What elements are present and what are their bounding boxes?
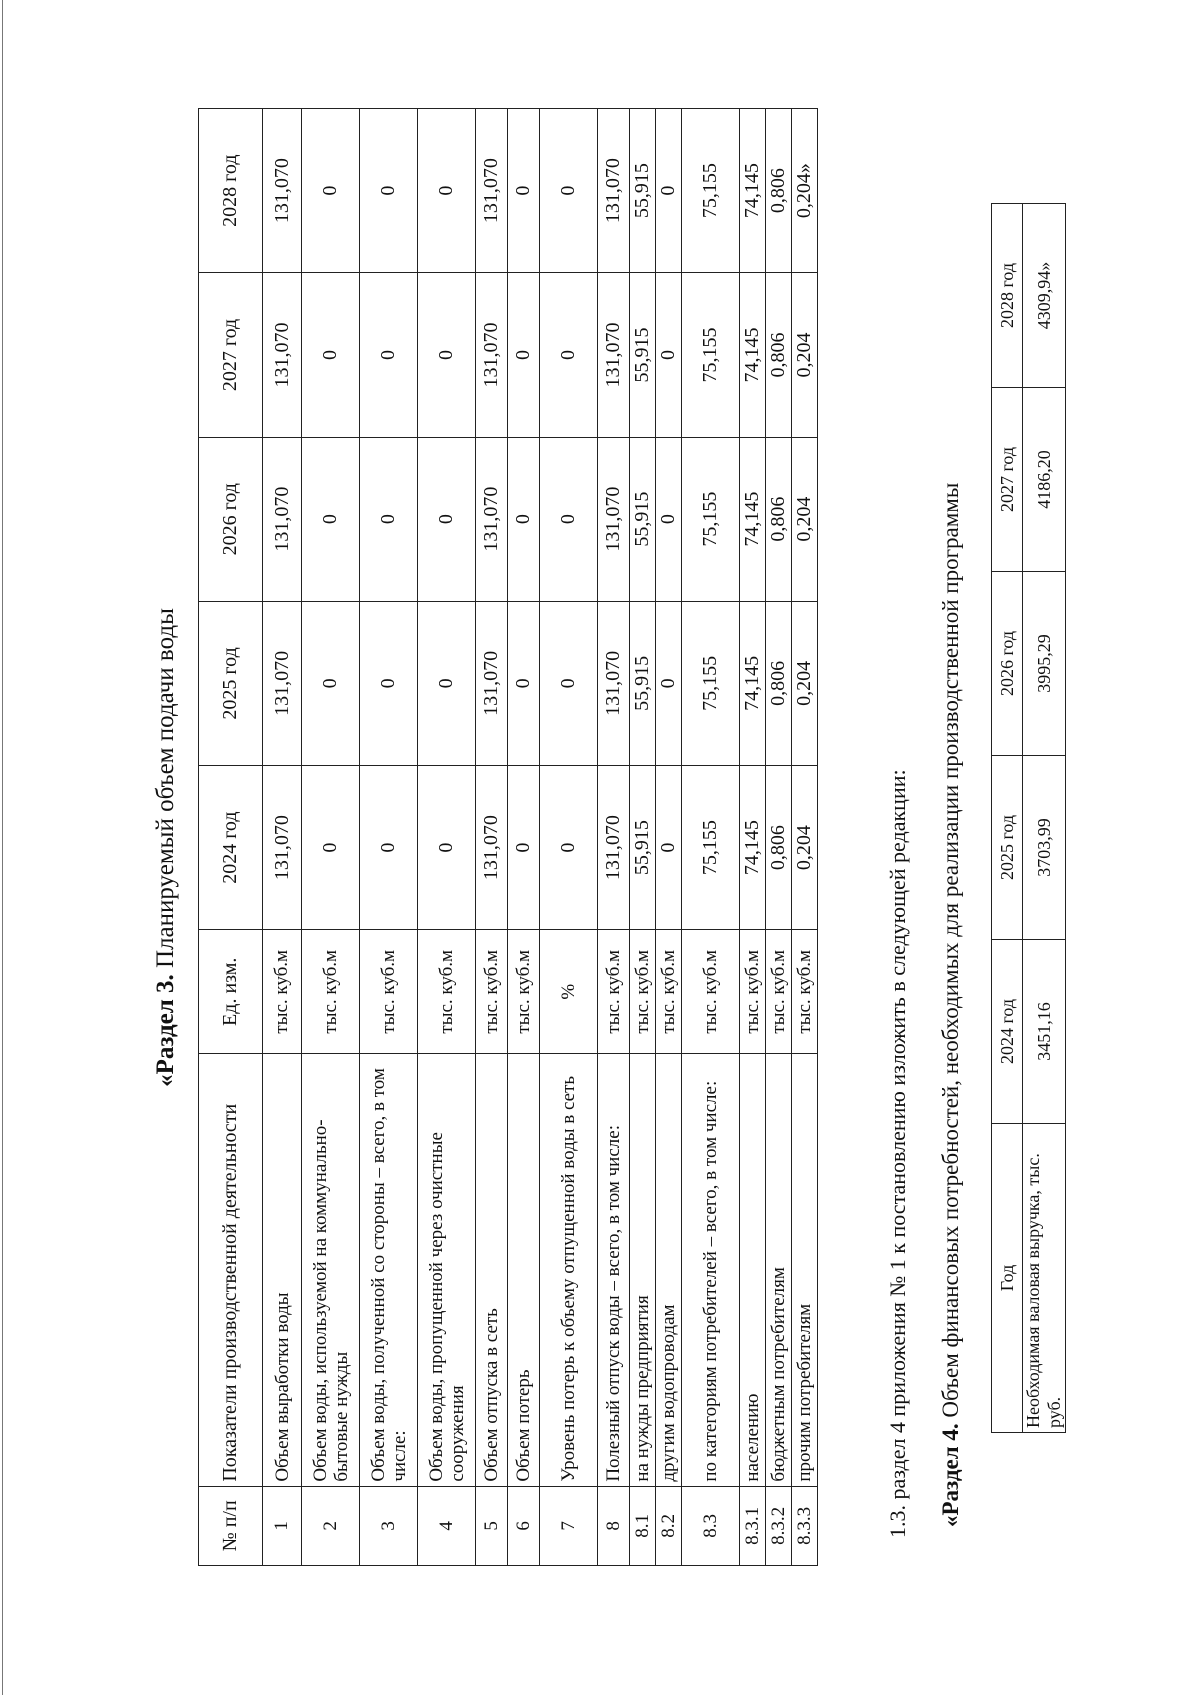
header-year-2027: 2027 год — [199, 273, 263, 437]
row-value-2028: 0 — [302, 109, 360, 273]
row-value-2025: 0 — [508, 601, 540, 765]
header-unit: Ед. изм. — [199, 930, 263, 1054]
row-value-2025: 75,155 — [682, 601, 740, 765]
row-value-2024: 0 — [360, 766, 418, 930]
row-value-2024: 75,155 — [682, 766, 740, 930]
row-value-2024: 0,204 — [792, 766, 818, 930]
row-value-2026: 0 — [508, 437, 540, 601]
header-year-2025: 2025 год — [992, 756, 1023, 940]
row-number: 8.3.1 — [740, 1486, 766, 1565]
table-row — [656, 109, 682, 1566]
revenue-2025: 3703,99 — [1023, 756, 1066, 940]
row-value-2028: 0 — [656, 109, 682, 273]
row-unit: тыс. куб.м — [476, 930, 508, 1054]
row-indicator: Полезный отпуск воды – всего, в том числе: — [598, 1054, 630, 1486]
section4-title-prefix: «Раздел 4. — [938, 1423, 963, 1527]
header-year-2028: 2028 год — [199, 109, 263, 273]
row-number: 5 — [476, 1486, 508, 1565]
row-indicator: бюджетным потребителям — [766, 1054, 792, 1486]
row-value-2026: 74,145 — [740, 437, 766, 601]
row-value-2025: 0 — [360, 601, 418, 765]
header-year-2028: 2028 год — [992, 204, 1023, 388]
row-value-2028: 131,070 — [598, 109, 630, 273]
row-value-2024: 0 — [508, 766, 540, 930]
row-value-2024: 0 — [302, 766, 360, 930]
header-year-label: Год — [992, 1124, 1023, 1433]
row-value-2026: 0 — [418, 437, 476, 601]
row-value-2027: 131,070 — [598, 273, 630, 437]
header-year-2024: 2024 год — [199, 766, 263, 930]
row-number: 8 — [598, 1486, 630, 1565]
water-supply-table-body — [263, 109, 818, 1566]
row-value-2024: 0 — [656, 766, 682, 930]
row-value-2026: 131,070 — [598, 437, 630, 601]
row-number: 8.1 — [630, 1486, 656, 1565]
row-value-2024: 131,070 — [476, 766, 508, 930]
row-value-2027: 0 — [656, 273, 682, 437]
header-year-2025: 2025 год — [199, 601, 263, 765]
row-number: 6 — [508, 1486, 540, 1565]
row-value-2024: 0 — [540, 766, 598, 930]
row-number: 4 — [418, 1486, 476, 1565]
row-value-2025: 74,145 — [740, 601, 766, 765]
table-row — [508, 109, 540, 1566]
revenue-2026: 3995,29 — [1023, 572, 1066, 756]
row-value-2028: 0 — [360, 109, 418, 273]
header-year-2027: 2027 год — [992, 388, 1023, 572]
row-indicator: другим водопроводам — [656, 1054, 682, 1486]
row-value-2026: 0 — [656, 437, 682, 601]
row-indicator: Объем отпуска в сеть — [476, 1054, 508, 1486]
table-row — [360, 109, 418, 1566]
revenue-2028: 4309,94» — [1023, 204, 1066, 388]
row-value-2028: 0,806 — [766, 109, 792, 273]
row-value-2028: 0,204» — [792, 109, 818, 273]
row-number: 7 — [540, 1486, 598, 1565]
row-value-2027: 74,145 — [740, 273, 766, 437]
table-row — [682, 109, 740, 1566]
row-value-2028: 0 — [508, 109, 540, 273]
revenue-2024: 3451,16 — [1023, 940, 1066, 1124]
row-indicator: Объем воды, пропущенной через очистные сооружения — [418, 1054, 476, 1486]
row-value-2026: 0 — [360, 437, 418, 601]
row-value-2026: 0 — [540, 437, 598, 601]
row-unit: тыс. куб.м — [766, 930, 792, 1054]
row-value-2027: 0 — [540, 273, 598, 437]
row-value-2025: 55,915 — [630, 601, 656, 765]
row-unit: тыс. куб.м — [418, 930, 476, 1054]
row-value-2026: 131,070 — [263, 437, 302, 601]
row-value-2025: 131,070 — [598, 601, 630, 765]
row-unit: % — [540, 930, 598, 1054]
row-number: 8.3.3 — [792, 1486, 818, 1565]
row-indicator: Объем воды, используемой на коммунально-бытовые нужды — [302, 1054, 360, 1486]
row-value-2027: 55,915 — [630, 273, 656, 437]
row-value-2028: 131,070 — [263, 109, 302, 273]
table-row — [598, 109, 630, 1566]
header-year-2024: 2024 год — [992, 940, 1023, 1124]
row-indicator: прочим потребителям — [792, 1054, 818, 1486]
section4-title-rest: Объем финансовых потребностей, необходимых для реализации производственной программы — [938, 482, 963, 1424]
row-value-2028: 55,915 — [630, 109, 656, 273]
row-value-2025: 0,204 — [792, 601, 818, 765]
table-row — [540, 109, 598, 1566]
water-supply-table-header — [199, 109, 263, 1566]
table-row — [476, 109, 508, 1566]
row-unit: тыс. куб.м — [263, 930, 302, 1054]
water-supply-table — [198, 108, 818, 1566]
row-indicator: населению — [740, 1054, 766, 1486]
row-indicator: по категориям потребителей – всего, в том числе: — [682, 1054, 740, 1486]
row-indicator: Объем воды, полученной со стороны – всего, в том числе: — [360, 1054, 418, 1486]
row-value-2024: 131,070 — [598, 766, 630, 930]
row-unit: тыс. куб.м — [630, 930, 656, 1054]
row-number: 8.3 — [682, 1486, 740, 1565]
row-unit: тыс. куб.м — [792, 930, 818, 1054]
row-unit: тыс. куб.м — [682, 930, 740, 1054]
row-value-2025: 0,806 — [766, 601, 792, 765]
row-value-2026: 0,204 — [792, 437, 818, 601]
table-row — [766, 109, 792, 1566]
row-number: 8.3.2 — [766, 1486, 792, 1565]
row-number: 8.2 — [656, 1486, 682, 1565]
row-value-2024: 0,806 — [766, 766, 792, 930]
section4-title — [938, 483, 964, 1527]
row-value-2025: 131,070 — [476, 601, 508, 765]
row-value-2028: 74,145 — [740, 109, 766, 273]
row-value-2026: 0 — [302, 437, 360, 601]
row-value-2027: 131,070 — [263, 273, 302, 437]
revenue-label: Необходимая валовая выручка, тыс. руб. — [1023, 1124, 1066, 1433]
section3-title-rest: Планируемый объем подачи воды — [152, 608, 179, 975]
row-value-2028: 0 — [540, 109, 598, 273]
row-value-2026: 75,155 — [682, 437, 740, 601]
table-row — [792, 109, 818, 1566]
header-indicator: Показатели производственной деятельности — [199, 1054, 263, 1486]
row-unit: тыс. куб.м — [656, 930, 682, 1054]
row-number: 2 — [302, 1486, 360, 1565]
row-number: 3 — [360, 1486, 418, 1565]
row-value-2028: 0 — [418, 109, 476, 273]
revenue-row — [1023, 204, 1066, 1433]
table-row — [418, 109, 476, 1566]
row-value-2028: 75,155 — [682, 109, 740, 273]
row-indicator: Объем потерь — [508, 1054, 540, 1486]
row-value-2027: 131,070 — [476, 273, 508, 437]
row-value-2026: 55,915 — [630, 437, 656, 601]
table-row — [302, 109, 360, 1566]
financial-needs-header — [992, 204, 1023, 1433]
row-value-2024: 55,915 — [630, 766, 656, 930]
row-value-2024: 131,070 — [263, 766, 302, 930]
row-value-2026: 131,070 — [476, 437, 508, 601]
row-value-2025: 131,070 — [263, 601, 302, 765]
row-indicator: на нужды предприятия — [630, 1054, 656, 1486]
header-year-2026: 2026 год — [992, 572, 1023, 756]
section3-title — [152, 0, 180, 1695]
row-value-2024: 0 — [418, 766, 476, 930]
header-no: № п/п — [199, 1486, 263, 1565]
row-value-2024: 74,145 — [740, 766, 766, 930]
row-unit: тыс. куб.м — [360, 930, 418, 1054]
row-value-2025: 0 — [418, 601, 476, 765]
table-row — [630, 109, 656, 1566]
row-value-2027: 0 — [418, 273, 476, 437]
row-value-2027: 0,204 — [792, 273, 818, 437]
row-value-2028: 131,070 — [476, 109, 508, 273]
row-indicator: Уровень потерь к объему отпущенной воды в сеть — [540, 1054, 598, 1486]
section3-title-prefix: «Раздел 3. — [152, 974, 179, 1087]
revenue-2027: 4186,20 — [1023, 388, 1066, 572]
row-unit: тыс. куб.м — [598, 930, 630, 1054]
row-value-2025: 0 — [540, 601, 598, 765]
row-value-2027: 0 — [360, 273, 418, 437]
row-unit: тыс. куб.м — [508, 930, 540, 1054]
row-value-2027: 0 — [508, 273, 540, 437]
row-value-2027: 0 — [302, 273, 360, 437]
row-value-2027: 75,155 — [682, 273, 740, 437]
row-indicator: Объем выработки воды — [263, 1054, 302, 1486]
row-value-2027: 0,806 — [766, 273, 792, 437]
row-unit: тыс. куб.м — [740, 930, 766, 1054]
row-value-2026: 0,806 — [766, 437, 792, 601]
financial-needs-table — [991, 203, 1066, 1433]
row-value-2025: 0 — [656, 601, 682, 765]
table-row — [263, 109, 302, 1566]
row-number: 1 — [263, 1486, 302, 1565]
header-year-2026: 2026 год — [199, 437, 263, 601]
row-unit: тыс. куб.м — [302, 930, 360, 1054]
row-value-2025: 0 — [302, 601, 360, 765]
table-row — [740, 109, 766, 1566]
amendment-paragraph: 1.3. раздел 4 приложения № 1 к постановлению изложить в следующей редакции: — [885, 769, 910, 1538]
